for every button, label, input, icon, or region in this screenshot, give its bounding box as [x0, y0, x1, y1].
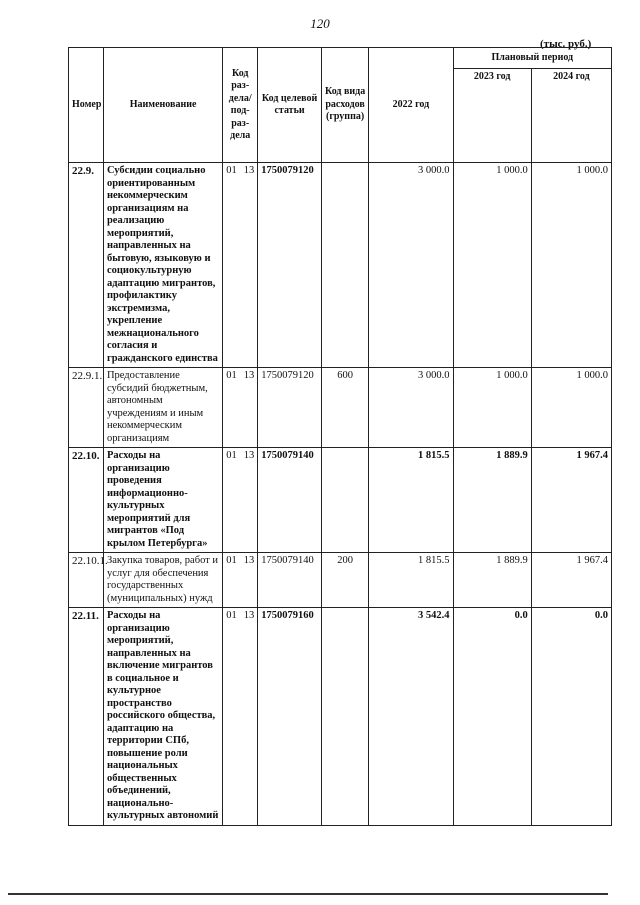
row-expense-kind	[321, 163, 368, 368]
row-number: 22.10.1.	[69, 553, 104, 608]
row-2024: 1 967.4	[531, 553, 611, 608]
row-subsection: 13	[243, 370, 255, 381]
row-name: Закупка товаров, работ и услуг для обеспечения государственных (муниципальных) нужд	[103, 553, 222, 608]
row-section: 01	[226, 165, 237, 176]
budget-table	[68, 47, 612, 826]
row-number: 22.9.	[69, 163, 104, 368]
row-2022: 3 000.0	[369, 163, 453, 368]
row-name: Субсидии социально ориентированным некоммерческим организациям на реализацию мероприятий, направленных на бытовую, языковую и социокультурную адаптацию мигрантов, профилактику экстремизма, укрепление межнационального согласия и гражданского единства	[103, 163, 222, 368]
row-subsection: 13	[243, 165, 255, 176]
units-note: (тыс. руб.)	[540, 38, 592, 50]
row-target-code: 1750079120	[258, 368, 322, 448]
row-2022: 1 815.5	[369, 448, 453, 553]
row-subsection: 13	[243, 450, 255, 461]
table-row	[69, 553, 612, 608]
header-year-2024: 2024 год	[531, 69, 611, 163]
row-2024: 1 000.0	[531, 368, 611, 448]
row-name: Расходы на организацию мероприятий, направленных на включение мигрантов в социальное и культурное пространство российского общества, адаптацию на территории СПб, повышение роли национальных общественных объединений, национально-культурных автономий	[103, 608, 222, 826]
row-section: 01	[226, 370, 237, 381]
row-2024: 1 000.0	[531, 163, 611, 368]
row-number: 22.11.	[69, 608, 104, 826]
row-number: 22.9.1.	[69, 368, 104, 448]
row-section: 01	[226, 555, 237, 566]
table-row	[69, 163, 612, 368]
table-row	[69, 448, 612, 553]
row-section: 01	[226, 450, 237, 461]
footer-rule	[8, 893, 608, 895]
header-expense-kind: Код вида расходов (группа)	[321, 48, 368, 163]
row-name: Предоставление субсидий бюджетным, автономным учреждениям и иным некоммерческим организациям	[103, 368, 222, 448]
row-2022: 1 815.5	[369, 553, 453, 608]
row-target-code: 1750079140	[258, 553, 322, 608]
row-expense-kind: 200	[321, 553, 368, 608]
row-2024: 1 967.4	[531, 448, 611, 553]
header-year-2023: 2023 год	[453, 69, 531, 163]
row-expense-kind	[321, 448, 368, 553]
row-expense-kind: 600	[321, 368, 368, 448]
header-planned-period: Плановый период	[453, 48, 611, 69]
row-2023: 1 000.0	[453, 163, 531, 368]
table-row	[69, 368, 612, 448]
row-2023: 1 889.9	[453, 448, 531, 553]
row-2023: 0.0	[453, 608, 531, 826]
row-expense-kind	[321, 608, 368, 826]
row-2024: 0.0	[531, 608, 611, 826]
header-target-code: Код целевой статьи	[258, 48, 322, 163]
header-year-2022: 2022 год	[369, 48, 453, 163]
row-name: Расходы на организацию проведения информационно-культурных мероприятий для мигрантов «Под крылом Петербурга»	[103, 448, 222, 553]
row-subsection: 13	[243, 610, 255, 621]
row-2022: 3 000.0	[369, 368, 453, 448]
row-target-code: 1750079160	[258, 608, 322, 826]
row-subsection: 13	[243, 555, 255, 566]
row-target-code: 1750079120	[258, 163, 322, 368]
table-row	[69, 608, 612, 826]
header-number: Номер	[69, 48, 104, 163]
header-name: Наименование	[103, 48, 222, 163]
page-number: 120	[310, 16, 330, 31]
row-2022: 3 542.4	[369, 608, 453, 826]
row-section: 01	[226, 610, 237, 621]
row-2023: 1 000.0	[453, 368, 531, 448]
row-2023: 1 889.9	[453, 553, 531, 608]
row-number: 22.10.	[69, 448, 104, 553]
header-section-code: Код раз-дела/ под-раз-дела	[223, 48, 258, 163]
row-target-code: 1750079140	[258, 448, 322, 553]
